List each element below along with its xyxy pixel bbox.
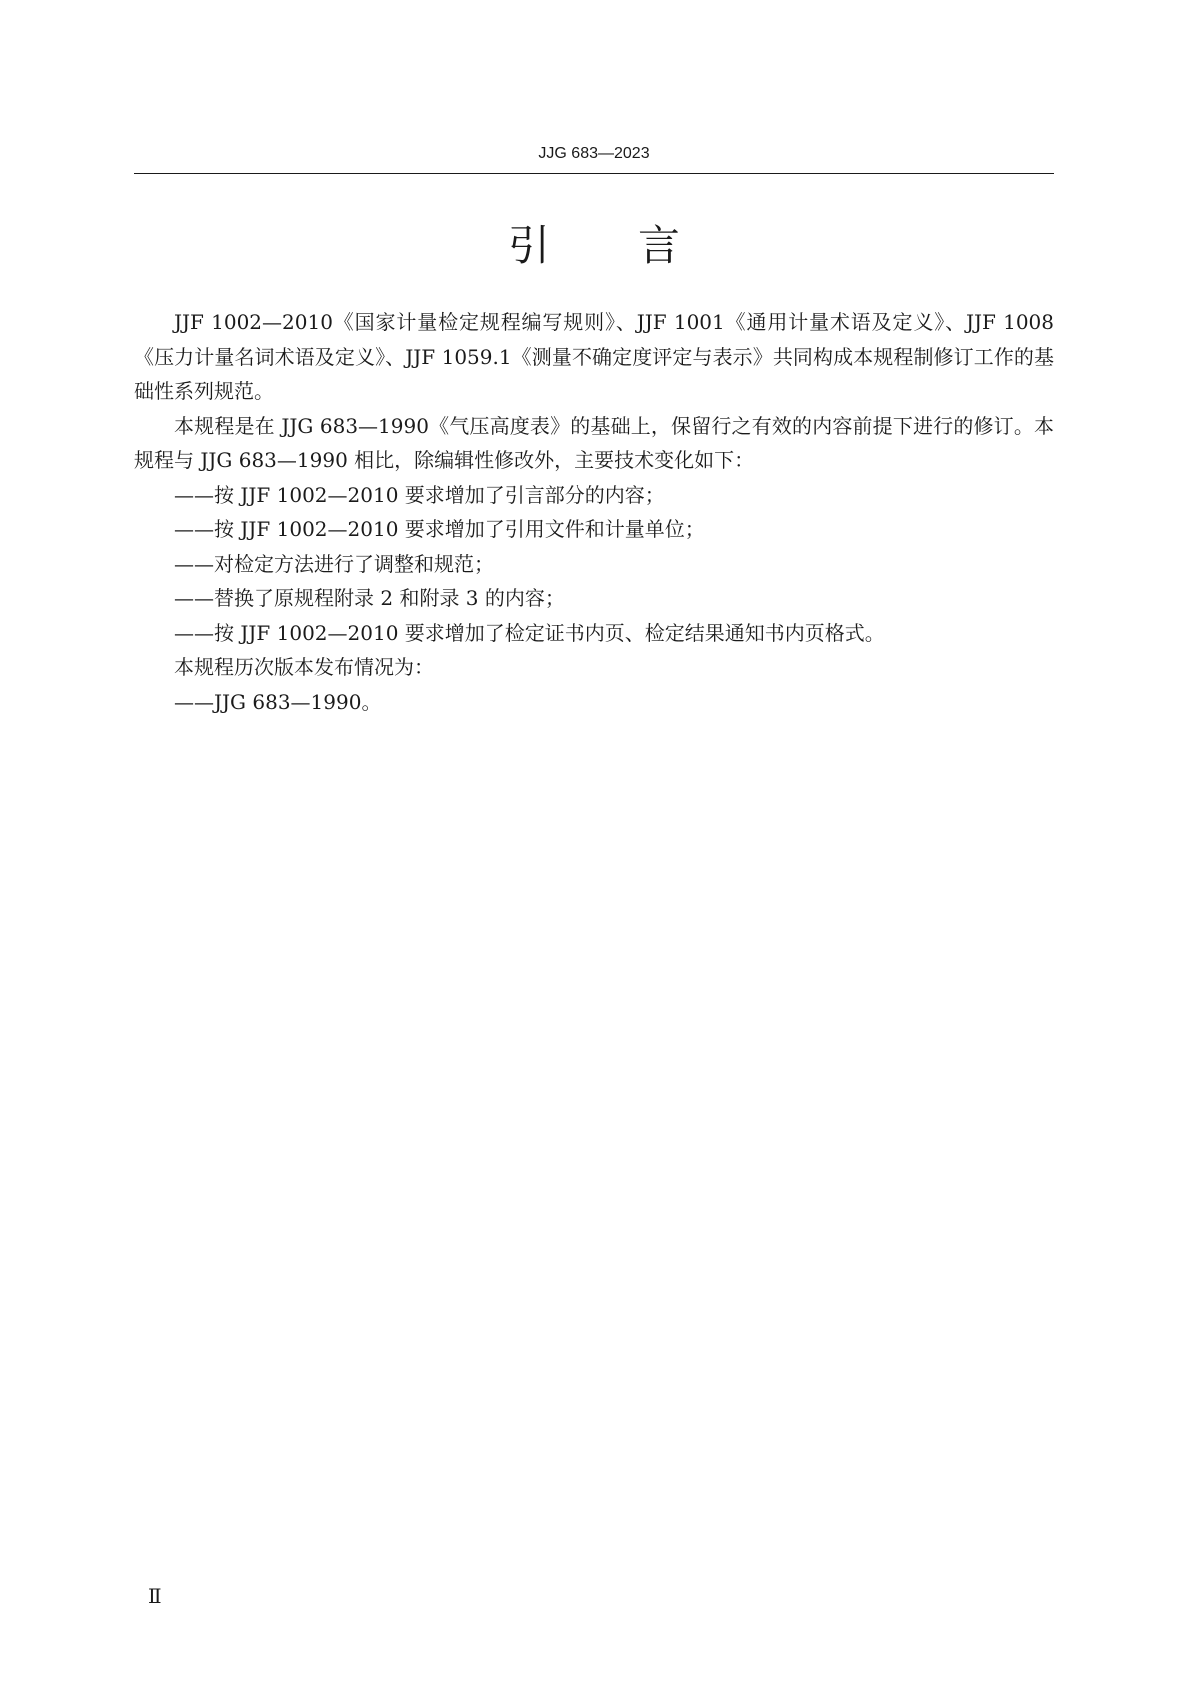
section-title: 引言 [507, 221, 768, 270]
paragraph-normative-references: JJF 1002—2010《国家计量检定规程编写规则》、JJF 1001《通用计量术语及定义》、JJF 1008《压力计量名词术语及定义》、JJF 1059.1《测量不确定度评定与表示》共同构成本规程制修订工作的基础性系列规范。 [134, 310, 1054, 403]
header-rule [134, 173, 1054, 174]
version-history-item: ——JJG 683—1990。 [174, 689, 382, 714]
running-header [134, 142, 1054, 166]
page-number: Ⅱ [148, 1584, 162, 1608]
change-item-verification-method: ——对检定方法进行了调整和规范； [174, 551, 494, 576]
paragraph-revision-basis: 本规程是在 JJG 683—1990《气压高度表》的基础上，保留行之有效的内容前提下进行的修订。本规程与 JJG 683—1990 相比，除编辑性修改外，主要技术变化如下： [134, 413, 1054, 472]
paragraph-version-history: 本规程历次版本发布情况为： [174, 655, 434, 679]
change-item-references-units: ——按 JJF 1002—2010 要求增加了引用文件和计量单位； [174, 517, 705, 541]
change-item-appendices: ——替换了原规程附录 2 和附录 3 的内容； [174, 586, 565, 610]
introduction-body [134, 305, 1054, 719]
change-item-introduction: ——按 JJF 1002—2010 要求增加了引言部分的内容； [174, 482, 665, 507]
standard-code: JJG 683—2023 [538, 145, 650, 162]
change-item-certificate-format: ——按 JJF 1002—2010 要求增加了检定证书内页、检定结果通知书内页格式。 [174, 620, 885, 645]
